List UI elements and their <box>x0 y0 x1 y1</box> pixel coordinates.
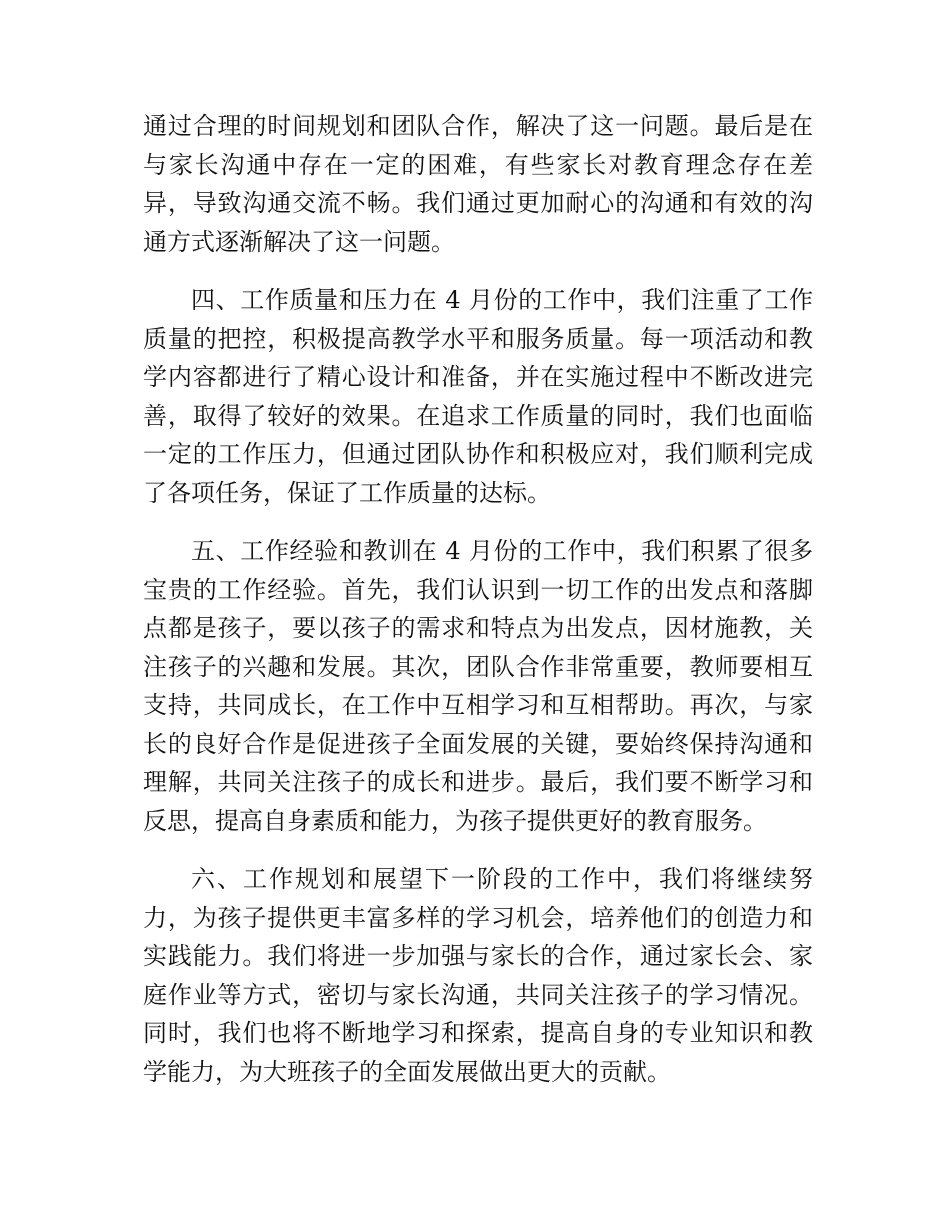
paragraph-section-5-experience-and-lessons: 五、工作经验和教训在 4 月份的工作中，我们积累了很多宝贵的工作经验。首先，我们认识到一切工作的出发点和落脚点都是孩子，要以孩子的需求和特点为出发点，因材施教，关注孩子的兴趣和发展。其次，团队合作非常重要，教师要相互支持，共同成长，在工作中互相学习和互相帮助。再次，与家长的良好合作是促进孩子全面发展的关键，要始终保持沟通和理解，共同关注孩子的成长和进步。最后，我们要不断学习和反思，提高自身素质和能力，为孩子提供更好的教育服务。 <box>143 537 813 835</box>
document-body <box>143 107 813 1111</box>
paragraph-continuation: 通过合理的时间规划和团队合作，解决了这一问题。最后是在与家长沟通中存在一定的困难，有些家长对教育理念存在差异，导致沟通交流不畅。我们通过更加耐心的沟通和有效的沟通方式逐渐解决了这一问题。 <box>143 112 813 256</box>
paragraph-section-6-planning-and-outlook: 六、工作规划和展望下一阶段的工作中，我们将继续努力，为孩子提供更丰富多样的学习机会，培养他们的创造力和实践能力。我们将进一步加强与家长的合作，通过家长会、家庭作业等方式，密切与家长沟通，共同关注孩子的学习情况。同时，我们也将不断地学习和探索，提高自身的专业知识和教学能力，为大班孩子的全面发展做出更大的贡献。 <box>143 865 813 1086</box>
paragraph-section-4-quality-and-pressure: 四、工作质量和压力在 4 月份的工作中，我们注重了工作质量的把控，积极提高教学水平和服务质量。每一项活动和教学内容都进行了精心设计和准备，并在实施过程中不断改进完善，取得了较好的效果。在追求工作质量的同时，我们也面临一定的工作压力，但通过团队协作和积极应对，我们顺利完成了各项任务，保证了工作质量的达标。 <box>143 286 813 507</box>
